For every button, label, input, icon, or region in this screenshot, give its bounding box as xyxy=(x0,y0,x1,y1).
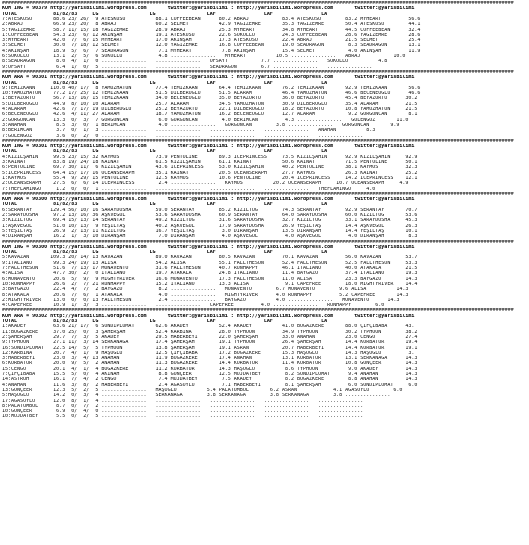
data-row: 8:ATAKALA 20.6 7/ 6/ 1 ATAKALA 4.0 ............... MIGHTYRIVER 4.0 RUNHAPPY 5.2 CAPEFREE 14.3 xyxy=(2,292,409,298)
race-header: KUM ING = 90379 http://yarisbilimi.wordpress.com twitter:@yarisbilimi : http://yarisbilimi.wordpress.com twitter:@yarisbilimi xyxy=(2,6,415,12)
separator-line: ########################################################################################################################################################################## xyxy=(2,308,514,314)
data-row: 4:AKINŞAH 18.9 5/ 6/ 7 SEADRAGON 7.1 MYHEART 7.8 AKINŞAH 15.4 SELMET 4.0 AKINŞAH 11.9 xyxy=(2,48,421,54)
data-row: 5:HAŞOĞLU 14.2 0/ 3/ 4 ............... SERKANAĞA 3.8 SERKANAĞA 3.8 SERKANAĞA 3.8 ............... xyxy=(2,393,391,399)
race-header: KUM ING = 90301 http://yarisbilimi.wordpress.com twitter:@yarisbilimi : http://yarisbilimi.wordpress.com twitter:@yarisbilimi xyxy=(2,144,415,150)
race-header: KUM ARA = 90302 http://yarisbilimi.wordpress.com twitter:@yarisbilimi : http://yarisbilimi.wordpress.com twitter:@yarisbilimi xyxy=(2,313,415,319)
data-row: 2:GÖRGÜNCAN 13.3 0/ 3/ 7 GÖRGÜNCAN 6.0 GÖRGÜNCAN 4.0 BERİMCAN 4.3 ............... GÜLENGÖZ 11.0 xyxy=(2,117,409,123)
data-row: 10:MÜJDATBEY 5.5 0/ 2/ 5 ............... ............... ............... ............... ............... xyxy=(2,414,364,420)
data-row: 2:MIGHTYRIVER 13.0 0/ 0/ 13 FALLTHESUN 2.4 ............... BAYGAZO 4.0 ............... MONAVENTO 14.3 xyxy=(2,297,400,303)
data-row: 11:BOĞAZKERE 37.0 25/ 0/ 3 ŞAHERŞAH 52.4 KARBİNA 28.0 TYPHOON 34.9 TYPHOON 30.2 TYPHOON 38.2 xyxy=(2,329,418,335)
data-row: 5:YAĞIZEMRE 58.7 11/ 15/ 18 YAĞIZEMRE 28.9 ABRAJ 25.3 MYHEART 34.8 MYHEART 44.5 COFFEEBEAN 32.4 xyxy=(2,27,421,33)
data-row: 3:KIZILTUĞ 69.4 15/ 13/ 14 SERANTAY 49.2 KIZILTUĞ 31.6 SARAYDOSHA 32.7 KIZILTUĞ 33.1 SARAYDOSHA 45.3 xyxy=(2,218,418,224)
separator-line: ########################################################################################################################################################################## xyxy=(2,1,514,6)
data-row: 8:PALATUMBUL 8.7 0/ 7/ 2 ............... ............... ............... ............... ............... xyxy=(2,403,364,409)
separator-line: ########################################################################################################################################################################## xyxy=(2,239,514,245)
data-row: 8:SEADRAGON 8.0 4/ 1/ 0 ............... ............... OFSAYT 7.7 ............... SOKOLLU 4.8 xyxy=(2,59,388,65)
data-row: 10:YAMUZHATUN 77.2 17/ 25/ 12 TEMİZKAAN 51.5 DİLBEROĞLU 51.5 ALARAM 46.4 YAMUZHATUN 46.6 BECENEOĞLU 46.6 xyxy=(2,91,421,97)
data-row: 1:KAYMOS 55.4 9/ 29/ 15 PENTOLINE 12.5 KAYMOS 10.6 PENTOLINE 20.4 ICEPRINCESS 14.2 ICEPRINCESS 12.1 xyxy=(2,175,418,181)
data-row: 7:GÜLENGÖZ 3.6 0/ 2/ 0 ............... ............... ............... ............... ............... xyxy=(2,133,364,139)
data-row: 5:ICEPRINCESS 64.4 15/ 17/ 16 OCEANSERAPH 35.1 KAİNAT 20.5 OCEANSERAPH 27.7 KAYMOS 26.3 KAİNAT 25.2 xyxy=(2,170,418,176)
column-header: TOTAL 81/82/83 LG LG LAF LAF LA xyxy=(2,149,328,155)
data-row: 4:KIZILŞAHİN 99.5 23/ 15/ 32 KAYMOS 73.9 PENTOLINE 89.3 ICEPRINCESS 73.5 KIZILŞAHİN 92.9 KIZILŞAHİN 92.9 xyxy=(2,154,418,160)
column-header: TOTAL 81/82/83 LG LG LAF LAF LA xyxy=(2,319,328,324)
data-row: 3:BAYGAZO 22.4 4/ 7/ 2 BAYGAZO 8.2 ............... MONAVENTO 6.7 MONAVENTO 9.6 ALİSA 14.3 xyxy=(2,287,409,293)
data-row: 16:SONDİPLOMAT 22.5 14/ 5/ 5 TYPHOON 13.8 ŞAHERŞAH 19.1 ASRAN 20.7 HABERBEYİ 14.4 KORBATUR 19.1 xyxy=(2,345,418,351)
data-row: 6:MONAVENTO 20.6 5/ 9/ 9 MIGHTYRIVER 16.6 MONAVENTO 17.3 FALLTHESUN 11.0 ALİSA 23.3 BAYGAZO 14.3 xyxy=(2,276,418,282)
data-row: 4:CAPEFREE 10.9 1/ 3/ 3 ............... ............... CAPEFREE 4.0 ............... RUNHAPPY 6.0 xyxy=(2,303,385,309)
data-row: 1:COFFEEBEAN 54.3 23/ 6/ 12 AKINŞAH 19.1 ATESKUSU 22.6 SOKOLLU 24.3 COFFEEBEAN 28.6 YAĞIZEMRE 28.6 xyxy=(2,32,421,38)
data-row: 4:ALARAM 42.6 7/ 17/ 19 DİLBEROĞLU 25.2 BEYAZORTÜ 22.1 DİLBEROĞLU 18.2 BEYAZORTÜ 10.8 YAMUZHATUN 21.5 xyxy=(2,107,418,112)
data-row: 3:MYHEART 42.0 7/ 6/ 15 MYHEART 17.0 AKINŞAH 17.3 ATESKUSU 22.4 ABRAJ 21.5 SELMET 25.4 xyxy=(2,38,421,44)
data-row: 6:KORBATUR 20.0 9/ 5/ 2 ANAHAN 11.3 BOĞAZKERE 14.4 KORBATUR 11.4 KORBATUR 10.8 GÖNÇEER 14.3 xyxy=(2,361,418,367)
data-row: 1:AŞKVEGÜL 51.0 10/ 13/ 9 YEŞİLTAŞ 40.2 AŞKVEGÜL 17.9 SARAYDOSHA 26.9 YEŞİLTAŞ 14.4 AŞKVEGÜL 26.3 xyxy=(2,223,418,229)
data-row: 7:FALLTHESUN 51.6 7/ 13/ 17 MONAVENTO 31.6 FALLTHESUN 40.7 RUNHAPPY 46.1 İTALİANO 40.0 ATAKALA 21.5 xyxy=(2,266,418,271)
data-row: 3:ANAHAN 8.5 3/ 0/ 1 BERİMCAN 4.0 ............... GÖRGÜNCAN 3.8 ............... GÖRGÜNCAN 9.9 xyxy=(2,122,400,128)
data-row: 9:TEMİZKANN 110.0 40/ 17/ 8 YAMUZHATUN 77.4 TEMİZKAAN 64.4 TEMİZKAAN 76.2 TEMİZKAAN 92.9 TEMİZKAAN 56.6 xyxy=(2,85,421,91)
data-row: 6:SOKOLLU 13.1 2/ 5/ 6 SOKOLLU 4.8 ............... MYHEART 10.5 ............... ABRAJ 10.0 xyxy=(2,54,406,59)
data-row: 1:AKADEY 63.6 21/ 17/ 6 SONDİPLOMAT 62.6 AKADEY 52.4 AKADEY 41.0 BOĞAZKERE 88.0 ÇİFÇİBABA 43. xyxy=(2,324,415,330)
data-row: 9:TYPHOON 27.1 11/ 3/ 14 SERKANAĞA 17.4 ŞAHERŞAH 19.1 TYPHOON 26.4 ŞAHERŞAH 14.4 KORBATUR 19.4 xyxy=(2,340,418,346)
data-row: 13:GÖNÇEER 12.3 5/ 2/ 5 ............... HAŞOĞLU 5.4 PALATUMBUL 6.2 ASRAN 4.1 AĞASOYLU 6.0 xyxy=(2,387,403,393)
data-row: 2:ABRAJ 66.9 23/ 20/ 8 ABRAJ 60.2 SELMET 42.9 YAĞIZEMRE 35.3 YAĞIZEMRE 50.4 ATESKUSU 44.1 xyxy=(2,22,421,28)
data-row: 3:SELMET 30.0 7/ 18/ 12 SELMET 12.0 YAĞIZEMRE 16.8 COFFEEBEAN 19.0 SEADRAGON 8.3 SEADRAGON 13.1 xyxy=(2,43,421,49)
data-row: 9:İTALİANO 99.3 24/ 19/ 13 ALİSA 54.2 ALİSA 55.1 FALLTHESUN 52.4 FALLTHESUN 52.5 FALLTHESUN 53.3 xyxy=(2,260,418,266)
data-row: 2:SARAYDOSHA 97.2 13/ 16/ 36 AŞKVEGÜL 53.6 SARAYDOSHA 60.9 SERANTAY 64.0 SARAYDOSHA 60.0 KIZILTUĞ 53.6 xyxy=(2,213,418,218)
column-header: TOTAL 81/82/83 LG LG LAF LAF LA xyxy=(2,202,328,208)
data-row: 6:BECENEOĞLU 42.6 4/ 11/ 27 ALARAM 18.7 YAMUZHATUN 16.2 BECENEOĞLU 12.7 ALARAM 9.2 GÖRGÜNCAN 8.1 xyxy=(2,112,418,118)
data-row: 12:KARBİNA 20.7 4/ 1/ 9 HAŞOĞLU 12.5 ÇİFÇİBABA 17.2 BOĞAZKERE 15.3 HAŞOĞLU 14.3 HAŞOĞLU 3. xyxy=(2,350,415,356)
data-row: 5:KAVAZAN 109.3 20/ 14/ 13 KAVAZAN 89.0 KAVAZAN 80.5 KAVAZAN 70.1 KAVAZAN 56.0 KAVAZAN 53.7 xyxy=(2,255,418,261)
data-row: 15:CENGO 20.1 4/ 1/ 4 BOĞAZKERE 11.2 KORBATUR 14.3 HAŞOĞLU 8.6 TYPHOON 9.0 AKADEY 14.3 xyxy=(2,366,418,372)
data-row: 7:THEFLAMINGO 1.2 0/ 0/ 1 ............... ............... ............... ............... THEFLAMINGO 4.0 xyxy=(2,186,376,192)
data-row: 17:AĞASOYLU 12.0 8/ 1/ 4 ............... ............... ............... ............... ............... xyxy=(2,398,364,404)
column-header: TOTAL 81/82/83 LG LG LAF LAF LA xyxy=(2,250,328,256)
data-row: 7:ATESKUSU 88.6 23/ 26/ 9 ATESKUSU 88.1 COFFEEBEAN 80.2 ABRAJ 83.4 ATESKUSU 83.2 MYHEART 56.6 xyxy=(2,16,421,22)
data-row: 4:DİRANŞAH 16.2 1/ 3/ 10 DİRANŞAH 7.0 DİRANŞAH 4.0 AŞKVEGÜL 4.0 AŞKVEGÜL 4.0 DİRANŞAH 8.3 xyxy=(2,234,418,240)
separator-line: ########################################################################################################################################################################## xyxy=(2,138,514,144)
separator-line: ########################################################################################################################################################################## xyxy=(2,69,514,75)
data-row: 6:SERANTAY 129.4 56/ 10/ 16 SARAYDOSHA 59.0 SERANTAY 85.2 KIZILTUĞ 74.3 SERANTAY 92.9 SERANTAY 70.7 xyxy=(2,207,418,213)
race-header: KUM ING = 90300 http://yarisbilimi.wordpress.com twitter:@yarisbilimi : http://yarisbilimi.wordpress.com twitter:@yarisbilimi xyxy=(2,244,415,250)
data-row: 5:YEŞİLTAŞ 26.9 2/ 13/ 11 KIZILTUĞ 16.7 YEŞİLTAŞ 3.0 DİRANŞAH 13.5 DİRANŞAH 14.4 YEŞİLTAŞ 10.1 xyxy=(2,228,418,234)
race-header: KUM ARA = 90301 http://yarisbilimi.wordpress.com twitter:@yarisbilimi : http://yarisbilimi.wordpress.com twitter:@yarisbilimi xyxy=(2,75,415,81)
data-row: 4:ANAHAN 11.6 3/ 8/ 2 HABERBEYİ 2.4 AĞASOYLU 7.1 HABERBEYİ 8.1 ŞAHERŞAH 6.0 SONDİPLOMAT 6.0 xyxy=(2,382,418,388)
data-row: 10:RUNHAPPY 26.6 2/ 7/ 21 RUNHAPPY 15.2 İTALİANO 13.3 ALİSA 9.1 CAPEFREE 18.0 MIGHTYRIVER 14.4 xyxy=(2,281,418,287)
separator-line: ########################################################################################################################################################################## xyxy=(2,191,514,197)
race-header: KUM ARA = 90300 http://yarisbilimi.wordpress.com twitter:@yarisbilimi : http://yarisbilimi.wordpress.com twitter:@yarisbilimi xyxy=(2,197,415,203)
data-row: 3:HABERBEYİ 23.0 3/ 4/ 13 ANAHAN 11.9 BOĞAZKERE 17.4 ANAHAN 13.1 KORBATUR 13.1 SERKANAĞA 14.3 xyxy=(2,356,418,362)
data-row: 3:KAİNAT 83.8 19/ 24/ 18 KAİNAT 61.5 KIZILŞAHİN 61.1 KAİNAT 50.6 KAİNAT 71.5 PENTOLINE 50.1 xyxy=(2,160,418,165)
data-row: 2:OCEANSERAPH 27.5 6/ 6/ 14 ICEPRINCESS 2.4 ............... KAYMOS 20.2 OCEANSERAPH 10.7 OCEANSERAPH 4.9 xyxy=(2,181,409,187)
data-row: 10:GÖNÇEER 6.9 0/ 4/ 0 ............... ............... ............... ............... ............... xyxy=(2,409,364,415)
column-header: TOTAL 81/82/83 LG LG LAF LAF LA xyxy=(2,11,328,17)
data-row: 5:DİLBEROĞLU 44.9 8/ 10/ 10 ALARAM 25.7 ALARAM 34.5 YAMUZHATUN 30.9 DİLBEROĞLU 35.4 ALARAM 21.5 xyxy=(2,101,418,107)
data-row: 7:ÇİFÇİBABA 15.5 5/ 0/ 4 AKINAH 8.8 GÖNÇEER 12.5 MÜJDATBEY 8.2 SONDİPLOMAT 9.4 ANAHAN 14.3 xyxy=(2,372,418,377)
data-row: 2:ŞAHERŞAH 29.7 7/ 3/ 5 AKADEY 29.5 HABERBEYİ 22.0 ŞAHERŞAH 33.0 ANAHAN 23.0 CENGO 27.4 xyxy=(2,334,418,340)
column-header: TOTAL 81/82/83 LG LG LAF LAF LA xyxy=(2,80,328,86)
data-row: 4:ALİSA 47.7 30/ 2/ 0 İTALİANO 19.7 ATAKALA 24.8 İTALİANO 11.4 BAYGAZO 37.4 İTALİANO 19.3 xyxy=(2,271,418,277)
data-row: 6:PENTOLINE 69.7 30/ 11/ 6 KIZILŞAHİN 43.6 ICEPRINCESS 53.0 KIZILŞAHİN 40.2 PENTOLINE 38.1 KAYMOS 32.3 xyxy=(2,165,418,171)
data-row: 1:BEYAZORTÜ 56.7 13/ 16/ 15 TEMİZKAAN 34.0 BECENEOĞLU 35.0 BEYAZORTÜ 36.0 BEYAZORTÜ 45.4 BEYAZORTÜ 30.2 xyxy=(2,96,418,102)
data-row: 8:BERİMCAN 3.7 0/ 1/ 3 ............... ............... ............... ............... ANAHAN 8.3 xyxy=(2,128,376,134)
data-row: 9:OFSAYT 6.4 1/ 0/ 5 ............... ............... SEADRAGON 6.7 ............... ............... xyxy=(2,64,373,70)
data-row: 14:ASTRUH 16.1 7/ 4/ 2 CENGO 7.4 MÜJDATBEY 7.5 AKADEY 8.2 BOĞAZKERE 8.8 ANAHAN 14.3 xyxy=(2,377,418,383)
